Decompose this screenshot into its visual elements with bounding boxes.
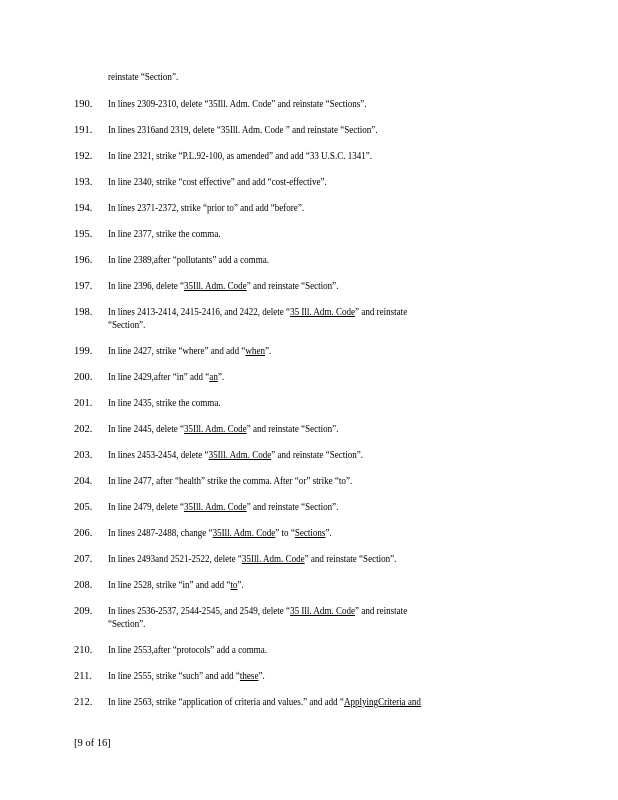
item-text — [108, 98, 568, 111]
underlined-insertion: 35Ill. Adm. Code — [212, 528, 276, 539]
item-text-line — [108, 306, 504, 319]
item-text-line — [108, 423, 504, 436]
text-segment: In line 2340, strike “cost effective” and add “cost-effective”. — [108, 177, 327, 188]
text-segment: In line 2445, delete “ — [108, 424, 184, 435]
item-number: 209. — [74, 606, 93, 617]
text-segment: In line 2479, delete “ — [108, 502, 184, 513]
item-text-line — [108, 605, 504, 618]
text-segment: ” and reinstate — [355, 307, 408, 318]
item-number: 196. — [74, 255, 93, 266]
item-text — [108, 371, 568, 384]
text-segment: ” and reinstate “Section”. — [246, 281, 339, 292]
item-number: 207. — [74, 554, 93, 565]
text-segment: ” to “ — [275, 528, 295, 539]
text-segment: ”. — [325, 528, 332, 539]
item-text — [108, 254, 568, 267]
text-segment: ” and reinstate “Section”. — [246, 502, 339, 513]
text-segment: In lines 2371-2372, strike “prior to” and add “before”. — [108, 203, 305, 214]
item-number: 210. — [74, 645, 93, 656]
item-text-line — [108, 696, 504, 709]
text-segment: In lines 2536-2537, 2544-2545, and 2549, delete “ — [108, 606, 291, 617]
item-text — [108, 501, 568, 514]
text-segment: In lines 2493and 2521-2522, delete “ — [108, 554, 242, 565]
item-number: 211. — [74, 671, 92, 682]
item-number: 204. — [74, 476, 93, 487]
item-text-line — [108, 202, 504, 215]
underlined-insertion: when — [245, 346, 265, 357]
item-text-line — [108, 475, 504, 488]
item-number: 190. — [74, 99, 93, 110]
item-text — [108, 579, 568, 592]
item-text-line — [108, 319, 504, 332]
text-segment: In lines 2453-2454, delete “ — [108, 450, 209, 461]
item-number: 203. — [74, 450, 93, 461]
item-text — [108, 397, 568, 410]
item-number: 197. — [74, 281, 93, 292]
text-segment: In line 2396, delete “ — [108, 281, 184, 292]
text-segment: In lines 2487-2488, change “ — [108, 528, 213, 539]
item-text-line — [108, 176, 504, 189]
item-text-line — [108, 345, 504, 358]
item-text — [108, 176, 568, 189]
underlined-insertion: 35Ill. Adm. Code — [183, 502, 247, 513]
item-text — [108, 696, 568, 709]
item-text — [108, 670, 568, 683]
item-text-line — [108, 371, 504, 384]
text-segment: In line 2553,after “protocols” add a comma. — [108, 645, 267, 656]
item-text — [108, 475, 568, 488]
text-segment: “Section”. — [108, 320, 146, 331]
item-text-line — [108, 150, 504, 163]
item-text-line — [108, 397, 504, 410]
item-number: 205. — [74, 502, 93, 513]
text-segment: In lines 2316and 2319, delete “35Ill. Adm. Code ” and reinstate “Section”. — [108, 125, 378, 136]
text-segment: ”. — [217, 372, 225, 383]
item-text — [108, 553, 568, 566]
underlined-insertion: 35 Ill. Adm. Code — [290, 307, 356, 318]
item-text — [108, 228, 568, 241]
text-segment: ”. — [258, 671, 265, 682]
continuation-text: reinstate “Section”. — [108, 72, 179, 83]
underlined-insertion: an — [209, 372, 218, 383]
item-number: 194. — [74, 203, 93, 214]
item-text — [108, 306, 568, 332]
text-segment: “Section”. — [108, 619, 146, 630]
text-segment: ”. — [237, 580, 244, 591]
underlined-insertion: 35 Ill. Adm. Code — [290, 606, 356, 617]
item-text — [108, 527, 568, 540]
text-segment: ” and reinstate “Section”. — [304, 554, 397, 565]
item-text-line — [108, 254, 504, 267]
text-segment: ” and reinstate “Section”. — [246, 424, 339, 435]
text-segment: In line 2429,after “in” add “ — [108, 372, 210, 383]
underlined-insertion: these — [239, 671, 259, 682]
text-segment: In line 2435, strike the comma. — [108, 398, 221, 409]
item-number: 206. — [74, 528, 93, 539]
item-text — [108, 202, 568, 215]
item-text-line — [108, 644, 504, 657]
item-text-line — [108, 98, 504, 111]
text-segment: ” and reinstate “Section”. — [271, 450, 364, 461]
underlined-insertion: Sections — [294, 528, 326, 539]
item-number: 195. — [74, 229, 93, 240]
text-segment: In line 2555, strike “such” and add “ — [108, 671, 240, 682]
item-text-line — [108, 553, 504, 566]
item-text-line — [108, 579, 504, 592]
item-text — [108, 280, 568, 293]
item-number: 199. — [74, 346, 93, 357]
underlined-insertion: 35Ill. Adm. Code — [208, 450, 272, 461]
item-text-line — [108, 501, 504, 514]
text-segment: ” and reinstate — [355, 606, 408, 617]
item-number: 208. — [74, 580, 93, 591]
underlined-insertion: 35Ill. Adm. Code — [241, 554, 305, 565]
item-text — [108, 124, 568, 137]
item-number: 198. — [74, 307, 93, 318]
text-segment: In line 2321, strike “P.L.92-100, as amended” and add “33 U.S.C. 1341”. — [108, 151, 373, 162]
item-number: 193. — [74, 177, 93, 188]
text-segment: In line 2528, strike “in” and add “ — [108, 580, 231, 591]
item-text-line — [108, 670, 504, 683]
item-text-line — [108, 527, 504, 540]
text-segment: In line 2477, after “health” strike the comma. After “or” strike “to”. — [108, 476, 353, 487]
text-segment: In line 2389,after “pollutants” add a comma. — [108, 255, 269, 266]
text-segment: In line 2427, strike “where” and add “ — [108, 346, 246, 357]
item-number: 202. — [74, 424, 93, 435]
item-text — [108, 150, 568, 163]
item-text — [108, 449, 568, 462]
text-segment: In lines 2309-2310, delete “35Ill. Adm. Code” and reinstate “Sections”. — [108, 99, 367, 110]
item-number: 200. — [74, 372, 93, 383]
item-number: 192. — [74, 151, 93, 162]
underlined-insertion: ApplyingCriteria and — [343, 697, 421, 708]
item-number: 201. — [74, 398, 93, 409]
item-text — [108, 605, 568, 631]
item-text — [108, 345, 568, 358]
item-text-line — [108, 124, 504, 137]
item-number: 212. — [74, 697, 93, 708]
item-number: 191. — [74, 125, 93, 136]
item-text — [108, 644, 568, 657]
underlined-insertion: 35Ill. Adm. Code — [183, 281, 247, 292]
text-segment: In line 2563, strike “application of criteria and values.” and add “ — [108, 697, 344, 708]
item-text-line — [108, 228, 504, 241]
page-footer: [9 of 16] — [74, 738, 111, 749]
underlined-insertion: to — [230, 580, 238, 591]
text-segment: In lines 2413-2414, 2415-2416, and 2422, delete “ — [108, 307, 291, 318]
item-text — [108, 423, 568, 436]
item-text-line — [108, 280, 504, 293]
text-segment: ”. — [264, 346, 272, 357]
item-text-line — [108, 618, 504, 631]
item-text-line — [108, 449, 504, 462]
text-segment: In line 2377, strike the comma. — [108, 229, 221, 240]
underlined-insertion: 35Ill. Adm. Code — [183, 424, 247, 435]
